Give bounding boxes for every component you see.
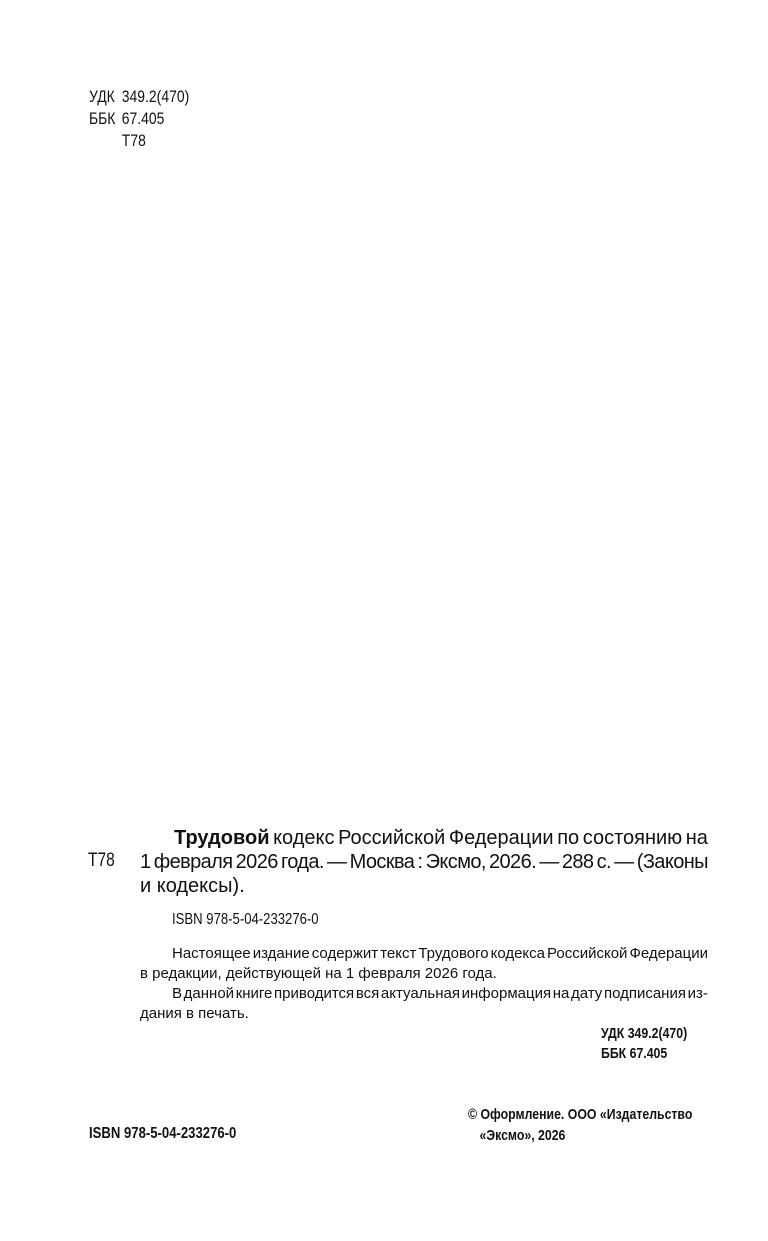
description-title-word: Трудовой — [174, 827, 270, 849]
word: (Законы — [636, 851, 708, 873]
annotation-p1-line-2 — [140, 964, 708, 984]
word: на — [552, 985, 570, 1002]
word: вся — [355, 985, 380, 1002]
bbk-row — [89, 108, 189, 130]
word: кодекс — [273, 827, 335, 849]
word: информация — [461, 985, 552, 1002]
word: по — [557, 827, 580, 849]
word: Эксмо, — [425, 851, 486, 873]
author-sign-side: Т78 — [88, 850, 115, 871]
udk-value: 349.2(470) — [121, 87, 190, 106]
isbn-bottom: ISBN 978-5-04-233276-0 — [89, 1125, 237, 1142]
word: кодекса — [490, 945, 546, 962]
word: 2026. — [489, 851, 537, 873]
annotation-p1-line-1 — [140, 944, 708, 964]
word: на — [685, 827, 708, 849]
annotation-p2-line-2-text: дания в печать. — [140, 1005, 249, 1022]
description-line-1 — [140, 826, 708, 850]
word: — — [614, 851, 634, 873]
bbk-label: ББК — [89, 109, 116, 128]
word: подписания — [603, 985, 686, 1002]
description-series-end: и кодексы). — [140, 875, 245, 897]
udk-row — [89, 86, 189, 108]
word: приводится — [274, 985, 355, 1002]
bibliographic-description — [140, 826, 708, 898]
word: данной — [183, 985, 235, 1002]
author-sign-top: Т78 — [121, 131, 146, 150]
word: февраля — [153, 851, 233, 873]
word: года. — [280, 851, 324, 873]
description-line-3 — [140, 874, 708, 898]
bottom-udk: УДК 349.2(470) — [601, 1025, 688, 1042]
word: : — [417, 851, 423, 873]
word: 1 — [140, 851, 151, 873]
isbn-middle: ISBN 978-5-04-233276-0 — [172, 911, 319, 928]
word: содержит — [311, 945, 379, 962]
word: Настоящее — [172, 945, 251, 962]
word: текст — [380, 945, 417, 962]
word: Трудового — [418, 945, 489, 962]
top-classification-block — [89, 86, 211, 152]
word: Федерации — [629, 945, 708, 962]
word: Федерации — [448, 827, 554, 849]
word: Российской — [338, 827, 446, 849]
copyright-line-2: «Эксмо», 2026 — [479, 1127, 566, 1144]
annotation — [140, 944, 708, 1024]
word: состоянию — [582, 827, 683, 849]
annotation-p2-line-1 — [140, 984, 708, 1004]
annotation-p2-line-2 — [140, 1004, 708, 1024]
word: 2026 — [235, 851, 278, 873]
word: 288 — [561, 851, 594, 873]
bottom-classification-block — [601, 1024, 706, 1064]
copyright-block — [468, 1104, 742, 1146]
description-line-2 — [140, 850, 708, 874]
word: актуальная — [380, 985, 460, 1002]
word: дату — [571, 985, 603, 1002]
word: с. — [596, 851, 611, 873]
word: — — [539, 851, 559, 873]
word: книге — [235, 985, 273, 1002]
bottom-bbk: ББК 67.405 — [601, 1045, 668, 1062]
udk-label: УДК — [89, 87, 115, 106]
word: Москва — [349, 851, 415, 873]
annotation-p1-line-2-text: в редакции, действующей на 1 февраля 2026 года. — [140, 965, 497, 982]
word: — — [327, 851, 347, 873]
word: В — [172, 985, 183, 1002]
word: Российской — [547, 945, 628, 962]
bbk-value: 67.405 — [121, 109, 165, 128]
copyright-line-1: © Оформление. ООО «Издательство — [468, 1106, 693, 1123]
word: издание — [252, 945, 310, 962]
word: из- — [687, 985, 708, 1002]
